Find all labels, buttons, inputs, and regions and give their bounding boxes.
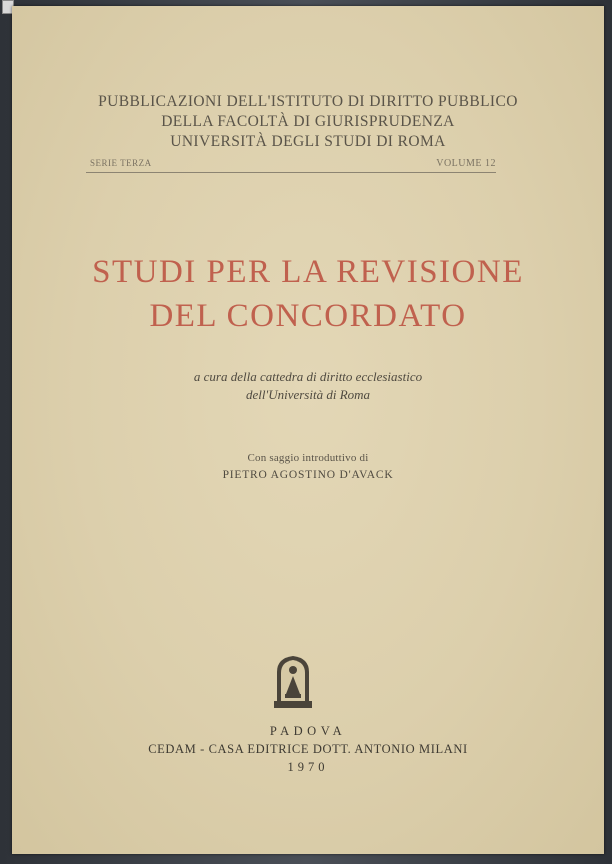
intro-author: PIETRO AGOSTINO D'AVACK [222,469,394,481]
curator-note [12,368,604,404]
curator-line-2: dell'Università di Roma [245,387,371,402]
publisher-emblem-icon [273,654,313,708]
intro-label: Con saggio introduttivo di [247,452,369,464]
series-line-2: DELLA FACOLTÀ DI GIURISPRUDENZA [161,113,455,130]
series-line-1: PUBBLICAZIONI DELL'ISTITUTO DI DIRITTO PUBBLICO [98,93,518,110]
book-cover [12,6,604,854]
imprint-publisher: CEDAM - CASA EDITRICE DOTT. ANTONIO MILANI [148,742,468,756]
imprint-year: 1970 [287,760,329,774]
series-rule [86,158,496,173]
title-line-2: DEL CONCORDATO [149,298,467,334]
series-line-3: UNIVERSITÀ DEGLI STUDI DI ROMA [170,133,446,150]
title-line-1: STUDI PER LA REVISIONE [92,254,524,290]
curator-line-1: a cura della cattedra di diritto ecclesiastico [193,369,423,384]
book-title [12,250,604,338]
imprint-city: PADOVA [269,724,347,738]
series-number: SERIE TERZA [90,158,152,168]
series-header [12,92,604,152]
volume-number: VOLUME 12 [436,158,496,169]
